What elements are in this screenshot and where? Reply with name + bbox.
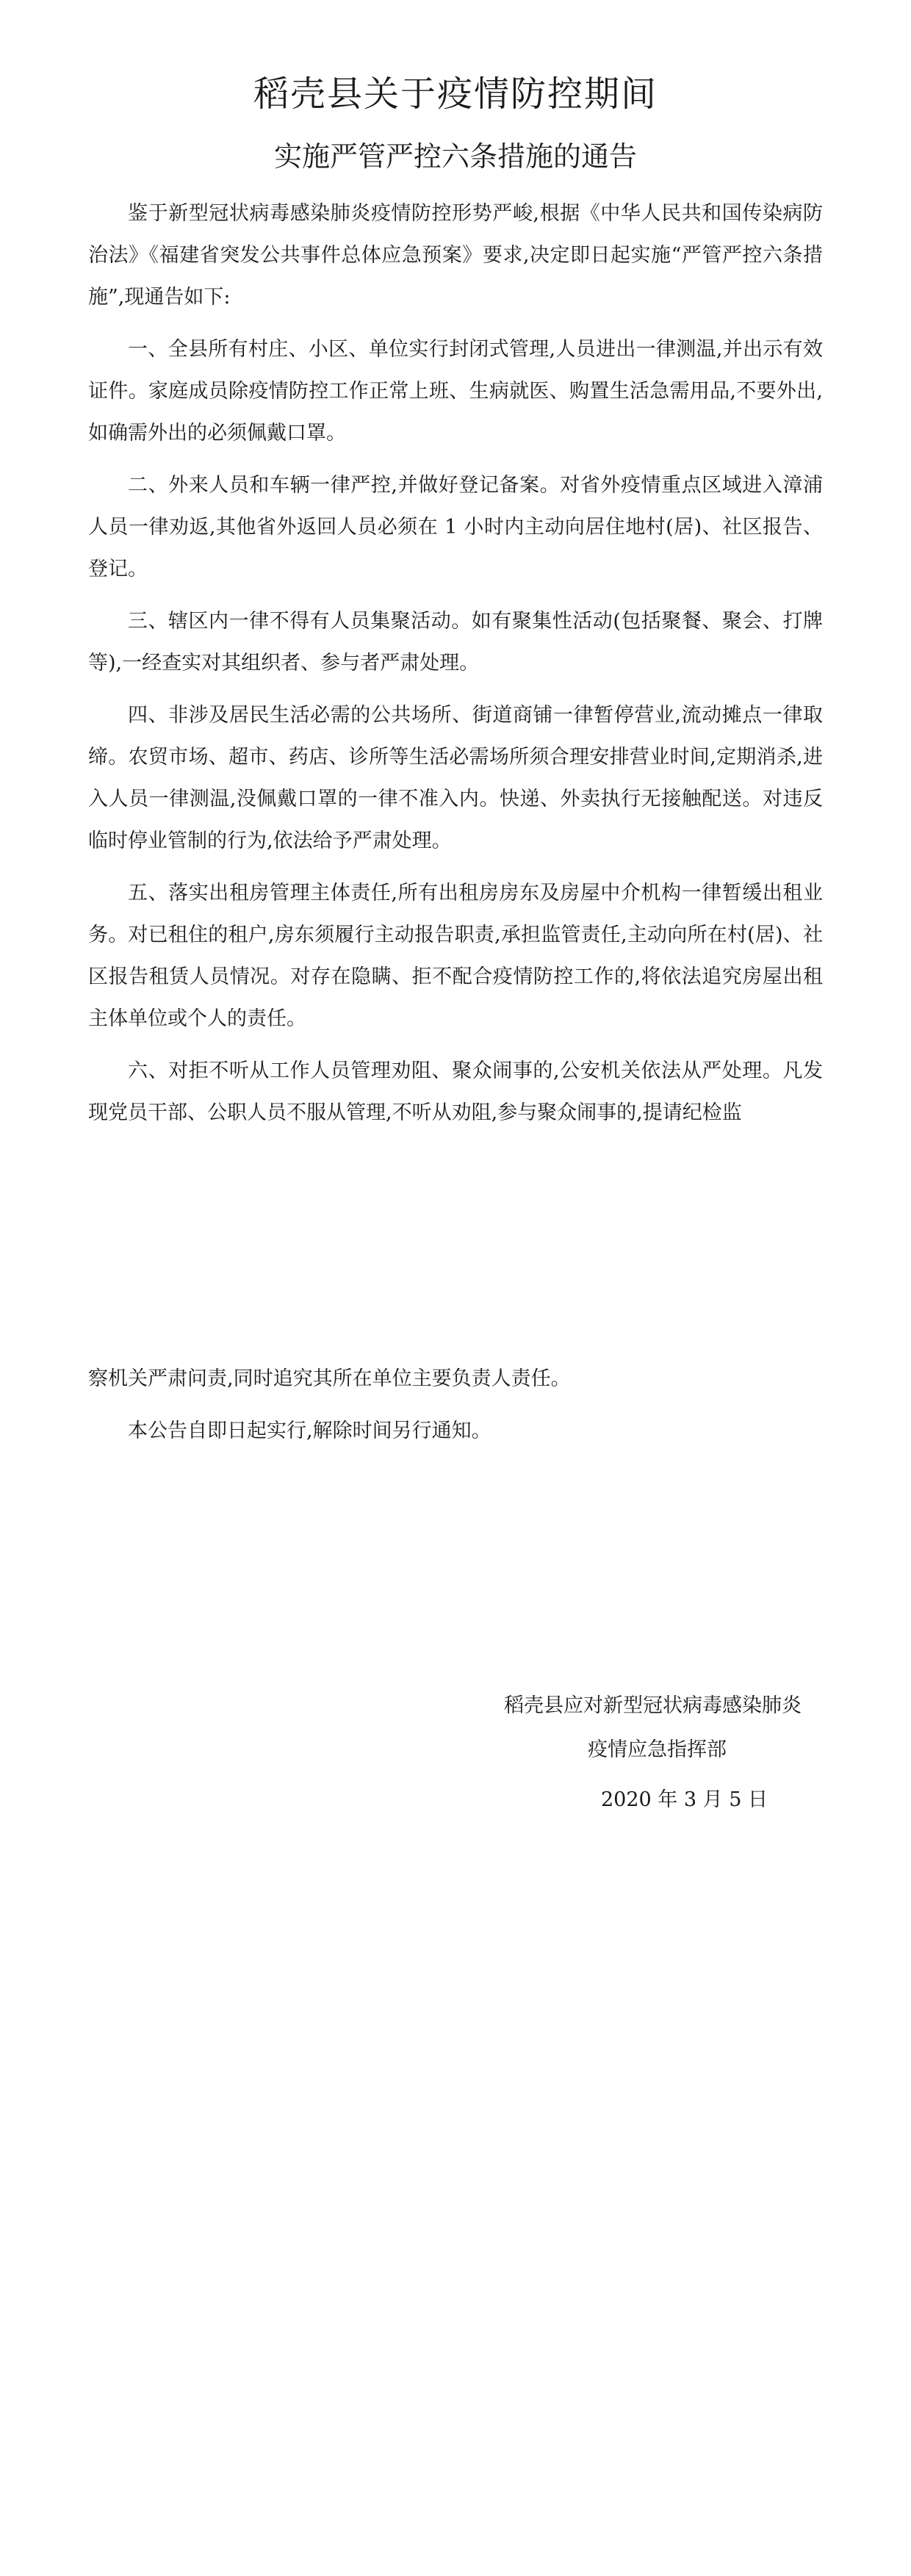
measure-6-paragraph: 六、对拒不听从工作人员管理劝阻、聚众闹事的,公安机关依法从严处理。凡发现党员干部、公职人员不服从管理,不听从劝阻,参与聚众闹事的,提请纪检监 xyxy=(88,1059,823,1124)
measure-1-paragraph: 一、全县所有村庄、小区、单位实行封闭式管理,人员进出一律测温,并出示有效证件。家庭成员除疫情防控工作正常上班、生病就医、购置生活急需用品,不要外出,如确需外出的必须佩戴口罩。 xyxy=(88,338,823,445)
closing-paragraph: 本公告自即日起实行,解除时间另行通知。 xyxy=(128,1420,491,1442)
measure-2-paragraph: 二、外来人员和车辆一律严控,并做好登记备案。对省外疫情重点区域进入漳浦人员一律劝返,其他省外返回人员必须在 1 小时内主动向居住地村(居)、社区报告、登记。 xyxy=(88,474,823,580)
document-title: 稻壳县关于疫情防控期间 xyxy=(253,73,658,115)
measure-5-paragraph: 五、落实出租房管理主体责任,所有出租房房东及房屋中介机构一律暂缓出租业务。对已租住的租户,房东须履行主动报告职责,承担监管责任,主动向所在村(居)、社区报告租赁人员情况。对存在隐瞒、拒不配合疫情防控工作的,将依法追究房屋出租主体单位或个人的责任。 xyxy=(88,882,823,1030)
measure-6-continuation: 察机关严肃问责,同时追究其所在单位主要负责人责任。 xyxy=(88,1367,571,1390)
issuer-name-line2: 疫情应急指挥部 xyxy=(588,1738,727,1761)
notice-body-continued xyxy=(88,1358,823,1462)
notice-body xyxy=(88,193,823,1144)
intro-paragraph: 鉴于新型冠状病毒感染肺炎疫情防控形势严峻,根据《中华人民共和国传染病防治法》《福建省突发公共事件总体应急预案》要求,决定即日起实施“严管严控六条措施”,现通告如下: xyxy=(88,202,823,309)
issuer-name-line1: 稻壳县应对新型冠状病毒感染肺炎 xyxy=(504,1694,802,1717)
document-subtitle: 实施严管严控六条措施的通告 xyxy=(273,140,637,173)
issue-date: 2020 年 3 月 5 日 xyxy=(601,1788,768,1811)
measure-4-paragraph: 四、非涉及居民生活必需的公共场所、街道商铺一律暂停营业,流动摊点一律取缔。农贸市场、超市、药店、诊所等生活必需场所须合理安排营业时间,定期消杀,进入人员一律测温,没佩戴口罩的一律不准入内。快递、外卖执行无接触配送。对违反临时停业管制的行为,依法给予严肃处理。 xyxy=(88,704,823,852)
measure-3-paragraph: 三、辖区内一律不得有人员集聚活动。如有聚集性活动(包括聚餐、聚会、打牌等),一经查实对其组织者、参与者严肃处理。 xyxy=(88,610,823,674)
